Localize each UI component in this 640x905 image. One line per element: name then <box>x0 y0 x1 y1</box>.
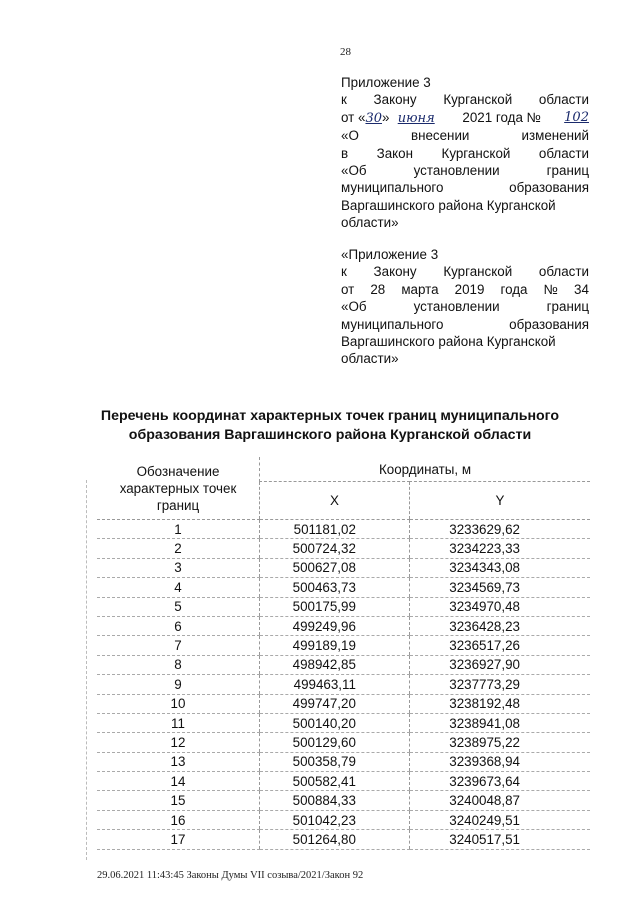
coordinates-table <box>97 457 590 850</box>
point-number-cell: 5 <box>97 597 260 616</box>
page-number: 28 <box>340 46 351 58</box>
x-coordinate-cell: 501042,23 <box>260 810 410 829</box>
x-coordinate-cell: 500582,41 <box>260 772 410 791</box>
handwritten-month: июня <box>397 110 435 126</box>
x-coordinate-cell: 500358,79 <box>260 752 410 771</box>
word: муниципального <box>341 180 444 196</box>
y-coordinate-cell: 3236517,26 <box>409 636 590 655</box>
x-coordinate-cell: 500129,60 <box>260 733 410 752</box>
y-coordinate-cell: 3239673,64 <box>409 772 590 791</box>
x-coordinate-cell: 500175,99 <box>260 597 410 616</box>
x-coordinate-cell: 500627,08 <box>260 558 410 577</box>
point-number-cell: 11 <box>97 713 260 732</box>
point-number-cell: 8 <box>97 655 260 674</box>
date-prefix: от « <box>341 109 366 125</box>
word: установлении <box>413 299 500 315</box>
x-coordinate-cell: 501181,02 <box>260 520 410 539</box>
point-number-cell: 10 <box>97 694 260 713</box>
point-number-cell: 12 <box>97 733 260 752</box>
word: Курганской <box>441 145 511 161</box>
quoted-appendix <box>341 246 589 368</box>
table-row <box>97 694 590 713</box>
word: области <box>538 92 589 108</box>
appendix-line-8: Варгашинского района Курганской <box>341 197 556 213</box>
word: образования <box>509 180 589 196</box>
appendix-line-6 <box>341 162 589 179</box>
word: 34 <box>574 281 589 297</box>
point-number-cell: 17 <box>97 830 260 849</box>
table-row <box>97 733 590 752</box>
table-row <box>97 597 590 616</box>
appendix-line-2 <box>341 91 589 108</box>
word: «Об <box>341 163 367 179</box>
y-coordinate-cell: 3240048,87 <box>409 791 590 810</box>
word: от <box>341 281 355 297</box>
table-row <box>97 558 590 577</box>
y-coordinate-cell: 3240517,51 <box>409 830 590 849</box>
y-coordinate-cell: 3234223,33 <box>409 539 590 558</box>
quote-line-6: Варгашинского района Курганской <box>341 334 556 350</box>
x-coordinate-cell: 499189,19 <box>260 636 410 655</box>
word: изменений <box>521 128 589 144</box>
table-row <box>97 636 590 655</box>
word: образования <box>509 316 589 332</box>
word: марта <box>401 281 439 297</box>
point-number-cell: 16 <box>97 810 260 829</box>
word: границ <box>546 163 589 179</box>
point-number-cell: 3 <box>97 558 260 577</box>
word: Курганской <box>443 264 513 280</box>
y-coordinate-cell: 3240249,51 <box>409 810 590 829</box>
date-mid: » <box>382 109 390 125</box>
y-coordinate-cell: 3234970,48 <box>409 597 590 616</box>
table-row <box>97 752 590 771</box>
y-coordinate-cell: 3238975,22 <box>409 733 590 752</box>
word: внесении <box>410 128 470 144</box>
table-row <box>97 655 590 674</box>
appendix-line-4 <box>341 127 589 144</box>
x-coordinate-cell: 501264,80 <box>260 830 410 849</box>
word: «Об <box>341 299 367 315</box>
y-coordinate-cell: 3236428,23 <box>409 616 590 635</box>
y-coordinate-cell: 3238192,48 <box>409 694 590 713</box>
word: «О <box>341 128 359 144</box>
col-y-header: Y <box>409 482 590 520</box>
y-coordinate-cell: 3238941,08 <box>409 713 590 732</box>
document-footer: 29.06.2021 11:43:45 Законы Думы VII созыва/2021/Закон 92 <box>97 870 364 881</box>
y-coordinate-cell: 3239368,94 <box>409 752 590 771</box>
quote-line-2 <box>341 263 589 280</box>
x-coordinate-cell: 500140,20 <box>260 713 410 732</box>
appendix-line-7 <box>341 179 589 196</box>
table-header-row-1 <box>97 457 590 482</box>
table-row <box>97 520 590 539</box>
word: Закон <box>376 145 414 161</box>
word: года <box>500 281 528 297</box>
quote-title: «Приложение 3 <box>341 247 439 262</box>
x-coordinate-cell: 500884,33 <box>260 791 410 810</box>
col-coordinates-header: Координаты, м <box>260 457 591 482</box>
word: муниципального <box>341 316 444 332</box>
scan-margin-mark <box>86 480 88 860</box>
point-number-cell: 4 <box>97 578 260 597</box>
appendix-line-9: области» <box>341 215 399 231</box>
y-coordinate-cell: 3233629,62 <box>409 520 590 539</box>
quote-line-5 <box>341 316 589 333</box>
y-coordinate-cell: 3236927,90 <box>409 655 590 674</box>
x-coordinate-cell: 498942,85 <box>260 655 410 674</box>
word: к <box>341 92 347 108</box>
appendix-title: Приложение 3 <box>341 75 431 90</box>
word: Закону <box>373 264 417 280</box>
appendix-header <box>341 74 589 232</box>
word: № <box>543 281 558 297</box>
table-title <box>80 407 580 445</box>
y-coordinate-cell: 3237773,29 <box>409 675 590 694</box>
table-row <box>97 810 590 829</box>
table-row <box>97 539 590 558</box>
word: в <box>341 145 349 161</box>
handwritten-day: 30 <box>365 110 383 126</box>
appendix-date-line <box>341 109 589 127</box>
point-number-cell: 14 <box>97 772 260 791</box>
table-row <box>97 830 590 849</box>
word: области <box>538 145 589 161</box>
word: к <box>341 264 347 280</box>
table-row <box>97 675 590 694</box>
x-coordinate-cell: 500724,32 <box>260 539 410 558</box>
y-coordinate-cell: 3234569,73 <box>409 578 590 597</box>
quote-line-4 <box>341 298 589 315</box>
col-points-header: Обозначение характерных точек границ <box>97 457 260 520</box>
table-title-line-1: Перечень координат характерных точек границ муниципального <box>100 408 560 424</box>
table-title-line-2: образования Варгашинского района Курганской области <box>128 427 532 443</box>
word: границ <box>546 299 589 315</box>
point-number-cell: 1 <box>97 520 260 539</box>
table-row <box>97 772 590 791</box>
word: установлении <box>413 163 500 179</box>
quote-line-3 <box>341 281 589 298</box>
x-coordinate-cell: 499747,20 <box>260 694 410 713</box>
date-year: 2021 года № <box>462 109 541 125</box>
date-group <box>341 109 439 127</box>
table-row <box>97 578 590 597</box>
handwritten-law-number: 102 <box>564 109 589 125</box>
point-number-cell: 13 <box>97 752 260 771</box>
word: Курганской <box>443 92 513 108</box>
x-coordinate-cell: 499463,11 <box>260 675 410 694</box>
point-number-cell: 2 <box>97 539 260 558</box>
y-coordinate-cell: 3234343,08 <box>409 558 590 577</box>
table-row <box>97 791 590 810</box>
word: 2019 <box>454 281 485 297</box>
table-row <box>97 616 590 635</box>
point-number-cell: 9 <box>97 675 260 694</box>
point-number-cell: 7 <box>97 636 260 655</box>
appendix-line-5 <box>341 145 589 162</box>
point-number-cell: 6 <box>97 616 260 635</box>
word: области <box>538 264 589 280</box>
col-x-header: X <box>260 482 410 520</box>
word: 28 <box>370 281 386 297</box>
table-row <box>97 713 590 732</box>
point-number-cell: 15 <box>97 791 260 810</box>
quote-line-7: области» <box>341 351 399 367</box>
x-coordinate-cell: 500463,73 <box>260 578 410 597</box>
word: Закону <box>373 92 417 108</box>
x-coordinate-cell: 499249,96 <box>260 616 410 635</box>
